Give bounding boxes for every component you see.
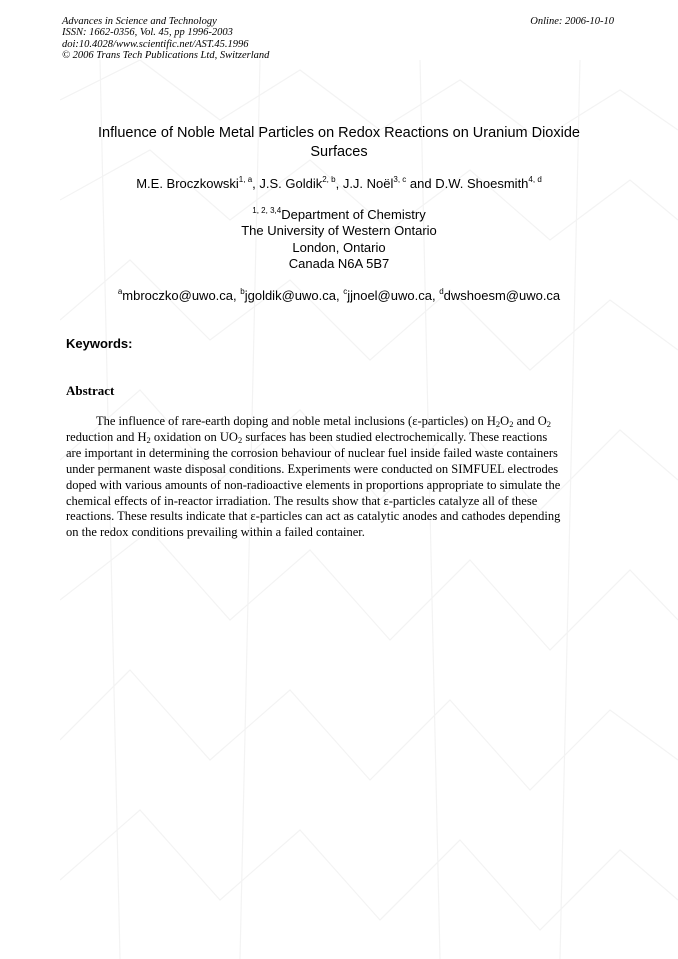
abstract-line: doped with various amounts of non-radioactive elements in proportions appropriate to simulate the <box>66 477 561 492</box>
author-sup: 3, c <box>393 175 407 184</box>
city: London, Ontario <box>292 239 386 255</box>
abstract-line: The influence of rare-earth doping and noble metal inclusions (ε-particles) on $H_2O_2$ and $O_2$ <box>96 414 552 429</box>
email-sep: , <box>233 288 241 303</box>
abstract-body <box>66 414 614 541</box>
author-sep: , <box>335 176 343 191</box>
email-link[interactable]: dwshoesm@uwo.ca <box>443 288 561 303</box>
paper-title <box>60 124 618 162</box>
email-sup: c <box>343 287 348 296</box>
email-sep: , <box>431 288 440 303</box>
journal-issn: ISSN: 1662-0356, Vol. 45, pp 1996-2003 <box>62 27 233 39</box>
author-sep: and <box>406 176 436 191</box>
abstract-line: are important in determining the corrosion behaviour of nuclear fuel inside failed waste containers <box>66 445 558 460</box>
abstract-line: reactions. These results indicate that ε-particles can act as catalytic anodes and cathodes depending <box>66 509 561 524</box>
email-sup: d <box>439 287 444 296</box>
author-list <box>60 175 618 193</box>
journal-copyright: © 2006 Trans Tech Publications Ltd, Switzerland <box>62 50 270 62</box>
title-line-2: Surfaces <box>310 144 368 160</box>
email-sep: , <box>335 288 344 303</box>
author-name: J.J. Noël <box>342 176 394 191</box>
author-sup: 4, d <box>528 175 542 184</box>
abstract-line: reduction and $H_2$ oxidation on $UO_2$ surfaces has been studied electrochemically. These reactions <box>66 429 548 445</box>
abstract-line: on the redox conditions prevailing within a failed container. <box>66 525 365 540</box>
journal-doi: doi:10.4028/www.scientific.net/AST.45.1996 <box>62 38 249 50</box>
abstract-heading: Abstract <box>66 383 115 398</box>
author-name: M.E. Broczkowski <box>136 176 239 191</box>
email-sup: a <box>117 287 123 296</box>
journal-header <box>62 16 614 62</box>
author-name: J.S. Goldik <box>259 176 323 191</box>
keywords-label: Keywords: <box>66 336 133 351</box>
university: The University of Western Ontario <box>241 223 437 239</box>
email-sup: b <box>240 287 245 296</box>
country-postal: Canada N6A 5B7 <box>288 255 390 271</box>
title-line-1: Influence of Noble Metal Particles on Redox Reactions on Uranium Dioxide <box>98 125 580 141</box>
journal-name: Advances in Science and Technology <box>62 16 217 27</box>
author-sup: 2, b <box>322 175 336 184</box>
online-date: Online: 2006-10-10 <box>530 16 614 27</box>
email-list <box>60 287 618 305</box>
email-link[interactable]: jjnoel@uwo.ca <box>347 288 432 303</box>
abstract-line: under permanent waste disposal conditions. Experiments were conducted on SIMFUEL electrodes <box>66 461 559 476</box>
email-link[interactable]: mbroczko@uwo.ca <box>122 288 234 303</box>
author-name: D.W. Shoesmith <box>435 176 529 191</box>
department: Department of Chemistry <box>281 207 426 222</box>
affiliation <box>60 207 618 272</box>
author-sup: 1, a <box>238 175 253 184</box>
abstract-line: chemical effects of in-reactor irradiation. The results show that ε-particles catalyze all of these <box>66 493 538 508</box>
author-sep: , <box>252 176 260 191</box>
affiliation-sup: 1, 2, 3,4 <box>252 206 282 215</box>
email-link[interactable]: jgoldik@uwo.ca <box>244 288 336 303</box>
